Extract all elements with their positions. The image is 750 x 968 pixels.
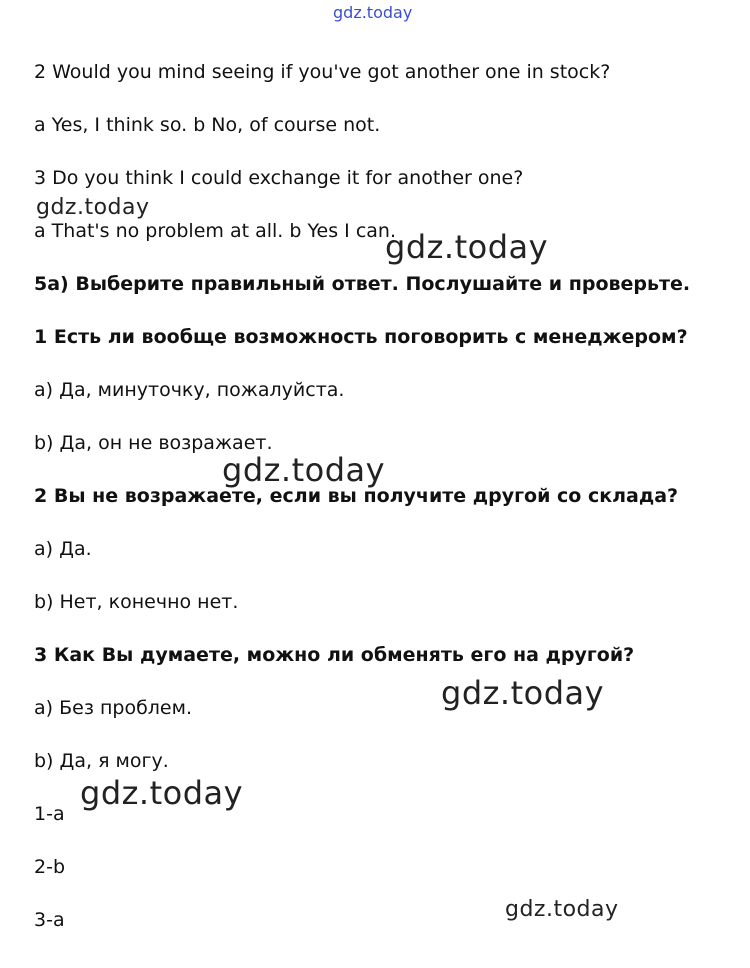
watermark-1: gdz.today [36,195,150,220]
answer-1: 1-a [34,803,65,825]
watermark-2: gdz.today [385,228,549,266]
watermark-5: gdz.today [80,774,244,812]
question-1-ru: 1 Есть ли вообще возможность поговорить с менеджером? [34,326,688,348]
question-3-ru-option-a: a) Без проблем. [34,697,192,719]
answer-2: 2-b [34,856,66,878]
question-2-ru: 2 Вы не возражаете, если вы получите другой со склада? [34,485,679,507]
question-3-ru: 3 Как Вы думаете, можно ли обменять его на другой? [34,644,635,666]
watermark-3: gdz.today [222,451,386,489]
watermark-top: gdz.today [333,3,413,22]
question-2-en: 2 Would you mind seeing if you've got another one in stock? [34,61,611,83]
task-heading: 5a) Выберите правильный ответ. Послушайте и проверьте. [34,273,691,295]
question-3-en-answers: a That's no problem at all. b Yes I can. [34,220,396,242]
question-1-ru-option-a: a) Да, минуточку, пожалуйста. [34,379,345,401]
question-3-en: 3 Do you think I could exchange it for another one? [34,167,524,189]
question-1-ru-option-b: b) Да, он не возражает. [34,432,273,454]
question-2-ru-option-a: a) Да. [34,538,92,560]
question-2-en-answers: a Yes, I think so. b No, of course not. [34,114,381,136]
question-3-ru-option-b: b) Да, я могу. [34,750,169,772]
watermark-4: gdz.today [441,674,605,712]
answer-3: 3-a [34,909,65,931]
watermark-6: gdz.today [505,897,619,922]
question-2-ru-option-b: b) Нет, конечно нет. [34,591,239,613]
